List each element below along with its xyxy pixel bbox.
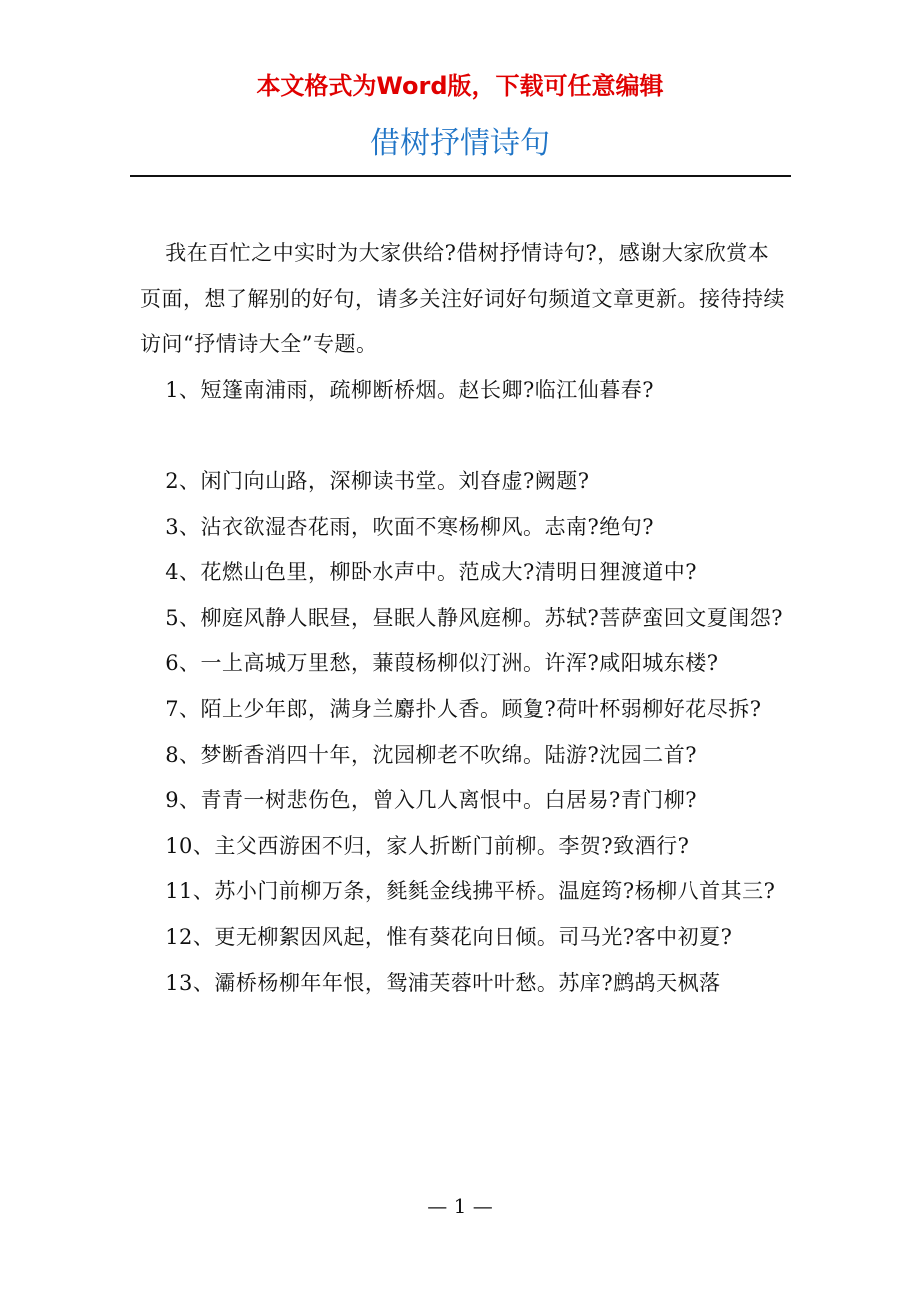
poem-line: 8、梦断香消四十年，沈园柳老不吹绵。陆游?沈园二首? [165, 742, 698, 767]
poem-line: 9、青青一树悲伤色，曾入几人离恨中。白居易?青门柳? [165, 788, 698, 813]
poem-line: 13、灞桥杨柳年年恨，鸳浦芙蓉叶叶愁。苏庠?鹧鸪天枫落 [165, 970, 721, 995]
intro-paragraph: 我在百忙之中实时为大家供给?借树抒情诗句?，感谢大家欣赏本页面，想了解别的好句，请多关注好词好句频道文章更新。接待持续访问“抒情诗大全”专题。 [140, 241, 785, 357]
poem-line: 12、更无柳絮因风起，惟有葵花向日倾。司马光?客中初夏? [165, 924, 733, 949]
page-title: 借树抒情诗句 [370, 126, 550, 161]
poem-line: 4、花燃山色里，柳卧水声中。范成大?清明日狸渡道中? [165, 560, 698, 585]
poem-line: 10、主父西游困不归，家人折断门前柳。李贺?致酒行? [165, 833, 690, 858]
format-banner: 本文格式为Word版，下载可任意编辑 [256, 72, 664, 100]
poem-line: 11、苏小门前柳万条，毵毵金线拂平桥。温庭筠?杨柳八首其三? [165, 879, 776, 904]
poem-line: 3、沾衣欲湿杏花雨，吹面不寒杨柳风。志南?绝句? [165, 514, 655, 539]
page-number: — 1 — [427, 1194, 493, 1218]
poem-line: 5、柳庭风静人眠昼，昼眠人静风庭柳。苏轼?菩萨蛮回文夏闺怨? [165, 605, 784, 630]
title-divider [130, 175, 791, 177]
poem-line: 2、闲门向山路，深柳读书堂。刘昚虚?阙题? [165, 468, 590, 493]
poem-line: 7、陌上少年郎，满身兰麝扑人香。顾夐?荷叶杯弱柳好花尽拆? [165, 696, 762, 721]
poem-line: 1、短篷南浦雨，疏柳断桥烟。赵长卿?临江仙暮春? [165, 377, 655, 402]
document-body [140, 231, 786, 1006]
poem-line: 6、一上高城万里愁，蒹葭杨柳似汀洲。许浑?咸阳城东楼? [165, 651, 719, 676]
